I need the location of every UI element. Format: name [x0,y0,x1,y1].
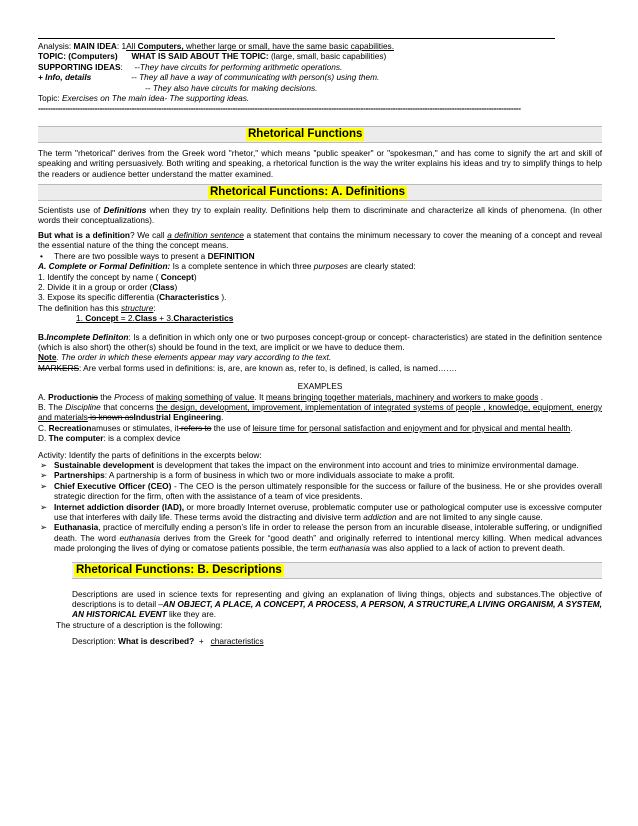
supporting-line: SUPPORTING IDEAS: --They have circuits for performing arithmetic operations. [38,61,343,72]
dashed-separator: ---------------------------------------------------------------------------------------------------------------------------------------------------------------------------------------------------- [38,103,521,114]
arrow-bullet-icon: ➢ [40,522,47,533]
description-formula: Description: What is described? + characteristics [72,636,264,647]
structure-formula: 1. Concept = 2.Class + 3.Characteristics [76,313,234,324]
step-2: 2. Divide it in a group or order (Class) [38,281,178,292]
activity-item-partnerships: ➢ Partnerships: A partnership is a form of business in which two or more individuals associate to make a profit. [40,470,455,481]
two-ways-bullet: • There are two possible ways to present a DEFINITION [40,250,255,261]
activity-intro: Activity: Identify the parts of definitions in the excerpts below: [38,449,262,460]
topic-exercises-line: Topic: Exercises on The main idea- The supporting ideas. [38,93,250,104]
section-title-definitions: Rhetorical Functions: A. Definitions [210,186,406,199]
rhetorical-paragraph: The term "rhetorical" derives from the Greek word "rhetor," which means "public speaker" or "spokesman," and has come to signify the art and skill of speaking and writing persuasively. Both writing and speaking, a rhetorical function is the way the writer explains his ideas and try to simplify things to help the readers or audience better understand the matter examined. [38,147,602,179]
arrow-bullet-icon: ➢ [40,480,47,491]
activity-item-ceo: ➢ Chief Executive Officer (CEO) - The CEO is the person ultimately responsible for the success or failure of the business. He or she provides overall strategic direction for the firm, often with the assistance of a team of vice presidents. [40,480,602,502]
topic-line: TOPIC: (Computers) WHAT IS SAID ABOUT THE TOPIC: (large, small, basic capabilities) [38,51,387,62]
decisions-line: -- They also have circuits for making decisions. [145,82,318,93]
top-rule [38,38,555,39]
note-line: Note. The order in which these elements appear may vary according to the text. [38,352,332,363]
example-b: B. The Discipline that concerns the design, development, improvement, implementation of integrated systems of people , knowledge, equipment, energy and materials is known asIndustrial Engineering. [38,401,602,423]
info-line: + Info, details -- They all have a way of communicating with person(s) using them. [38,72,380,83]
activity-item-iad: ➢ Internet addiction disorder (IAD), or more broadly Internet overuse, problematic computer use or pathological computer use is excessive computer use that interferes with daily life. These terms avoid the distracting and divisive term addiction and are not limited to any single cause. [40,501,602,523]
document-page [38,38,602,647]
section-title-descriptions: Rhetorical Functions: B. Descriptions [76,563,282,576]
complete-definition: A. Complete or Formal Definition: Is a complete sentence in which three purposes are clearly stated: [38,261,416,272]
description-structure-intro: The structure of a description is the following: [56,619,223,630]
activity-item-sustainable: ➢ Sustainable development is development that takes the impact on the environment into account and tries to minimize environmental damage. [40,460,579,470]
section-title-rhetorical: Rhetorical Functions [248,127,363,140]
arrow-bullet-icon: ➢ [40,460,47,470]
arrow-bullet-icon: ➢ [40,470,47,481]
example-d: D. The computer: is a complex device [38,433,181,444]
example-a: A. Productionis the Process of making something of value. It means bringing together materials, machinery and workers to make goods . [38,391,544,402]
step-1: 1. Identify the concept by name ( Concept) [38,271,197,282]
structure-line: The definition has this structure: [38,302,156,313]
incomplete-definition: B.Incomplete Definiton: Is a definition in which only one or two purposes concept-group or concept- characteristics) are stated in the definition sentence (which is also short) the other(s) should be found in the text, are implicit or we have to deduce them. [38,331,602,352]
section-bar-descriptions [72,562,602,579]
section-bar-rhetorical [38,126,602,143]
section-bar-definitions [38,184,602,201]
markers-line: MARKERS: Are verbal forms used in definitions: is, are, are known as, refer to, is defined, is called, is named……. [38,362,457,373]
example-c: C. Recreationamuses or stimulates, it refers to the use of leisure time for personal satisfaction and enjoyment and for physical and mental health. [38,422,573,433]
descriptions-paragraph: Descriptions are used in science texts for representing and giving an explanation of living things, objects and substances.The objective of descriptions is to detail –AN OBJECT, A PLACE, A CONCEPT, A PROCESS, A PERSON, A STRUCTURE,A LIVING ORGANISM, A SYSTEM, AN HISTORICAL EVENT like they are. [72,588,602,620]
activity-item-euthanasia: ➢ Euthanasia, practice of mercifully ending a person’s life in order to release the person from an incurable disease, intolerable suffering, or undignified death. The word euthanasia derives from the Greek for “good death” and originally referred to intentional mercy killing. When medical advances made prolonging the lives of dying or comatose patients possible, the term euthanasia was also applied to a lack of action to prevent death. [40,522,602,554]
arrow-bullet-icon: ➢ [40,501,47,512]
analysis-line: Analysis: MAIN IDEA: 1All Computers, whether large or small, have the same basic capabilities. [38,41,395,51]
what-is-definition: But what is a definition? We call a definition sentence a statement that contains the minimum necessary to cover the meaning of a concept and reveal the essential nature of the thing the concept means. [38,229,602,251]
definitions-intro: Scientists use of Definitions when they try to explain reality. Definitions help them to discriminate and characterize all kinds of phenomena. (In other words their conceptualizations). [38,205,603,226]
step-3: 3. Expose its specific differentia (Characteristics ). [38,292,227,303]
examples-heading: EXAMPLES [297,381,343,392]
